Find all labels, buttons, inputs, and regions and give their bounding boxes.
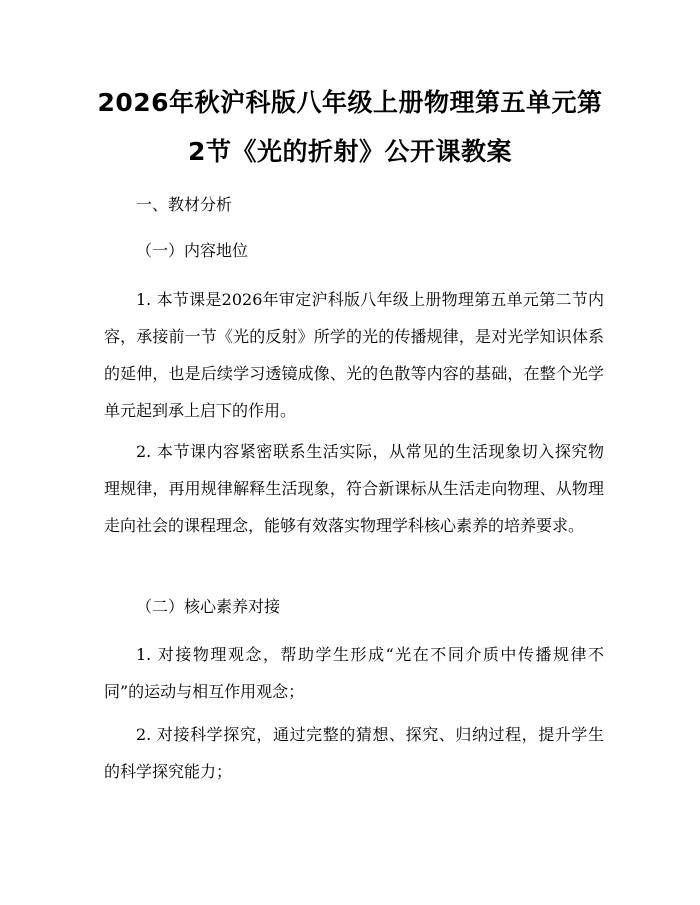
subsection-heading-content-position: （一）内容地位 [136, 241, 249, 260]
paragraph-content-position-1: 1. 本节课是2026年审定沪科版八年级上册物理第五单元第二节内容，承接前一节《光的反射》所学的光的传播规律，是对光学知识体系的延伸，也是后续学习透镜成像、光的色散等内容的基础，在整个光学单元起到承上启下的作用。 [104, 290, 604, 420]
paragraph-content-position-2: 2. 本节课内容紧密联系生活实际，从常见的生活现象切入探究物理规律，再用规律解释生活现象，符合新课标从生活走向物理、从物理走向社会的课程理念，能够有效落实物理学科核心素养的培养要求。 [104, 442, 604, 535]
subsection-heading-core-literacy: （二）核心素养对接 [136, 597, 281, 616]
paragraph-core-literacy-1: 1. 对接物理观念，帮助学生形成“光在不同介质中传播规律不同”的运动与相互作用观念； [104, 645, 604, 701]
document-title-line-1: 2026年秋沪科版八年级上册物理第五单元第 [97, 88, 603, 117]
paragraph-core-literacy-2: 2. 对接科学探究，通过完整的猜想、探究、归纳过程，提升学生的科学探究能力； [104, 725, 604, 781]
document-title-line-2: 2节《光的折射》公开课教案 [188, 137, 512, 166]
section-heading-teaching-material-analysis: 一、教材分析 [136, 195, 233, 214]
